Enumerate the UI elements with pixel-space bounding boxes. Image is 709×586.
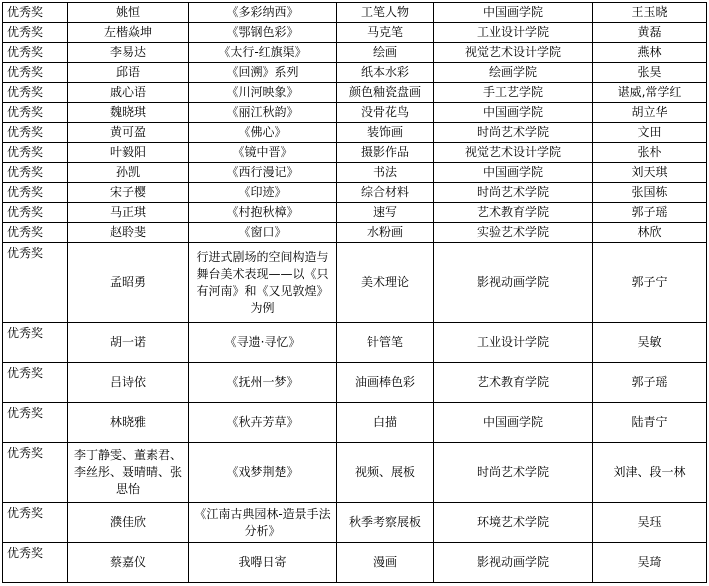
awards-table: [2, 2, 707, 583]
category-cell: 油画棒色彩: [337, 363, 434, 403]
author-cell: 李易达: [68, 43, 189, 63]
category-cell: 漫画: [337, 543, 434, 583]
work-cell: 《江南古典园林-造景手法分析》: [189, 503, 337, 543]
college-cell: 环境艺术学院: [434, 503, 593, 543]
advisor-cell: 吴琦: [593, 543, 707, 583]
category-cell: 纸本水彩: [337, 63, 434, 83]
table-row: [3, 363, 707, 403]
work-cell: 《鄂钢色彩》: [189, 23, 337, 43]
advisor-cell: 张国栋: [593, 183, 707, 203]
advisor-cell: 刘天琪: [593, 163, 707, 183]
award-cell: [3, 183, 68, 203]
category-cell: 装饰画: [337, 123, 434, 143]
award-cell: [3, 323, 68, 363]
advisor-cell: 吴敏: [593, 323, 707, 363]
college-cell: 影视动画学院: [434, 243, 593, 323]
category-cell: 秋季考察展板: [337, 503, 434, 543]
author-cell: 李丁静雯、董素君、李丝彤、聂晴晴、张思怡: [68, 443, 189, 503]
college-cell: 工业设计学院: [434, 323, 593, 363]
award-cell: [3, 163, 68, 183]
college-cell: 中国画学院: [434, 403, 593, 443]
table-row: [3, 3, 707, 23]
author-cell: 叶毅阳: [68, 143, 189, 163]
table-row: [3, 63, 707, 83]
table-row: [3, 543, 707, 583]
advisor-cell: 燕林: [593, 43, 707, 63]
advisor-cell: 郭子瑶: [593, 203, 707, 223]
award-label: 优秀奖: [7, 506, 44, 520]
table-row: [3, 403, 707, 443]
category-cell: 摄影作品: [337, 143, 434, 163]
work-cell: 《镜中晋》: [189, 143, 337, 163]
table-row: [3, 223, 707, 243]
work-cell: 我嘚日寄: [189, 543, 337, 583]
award-label: 优秀奖: [7, 205, 44, 219]
table-row: [3, 243, 707, 323]
work-cell: 《寻遗·寻忆》: [189, 323, 337, 363]
table-row: [3, 183, 707, 203]
table-row: [3, 503, 707, 543]
work-cell: 《西行漫记》: [189, 163, 337, 183]
advisor-cell: 黄磊: [593, 23, 707, 43]
advisor-cell: 林欣: [593, 223, 707, 243]
table-row: [3, 203, 707, 223]
category-cell: 视频、展板: [337, 443, 434, 503]
work-cell: 《丽江秋韵》: [189, 103, 337, 123]
award-cell: [3, 43, 68, 63]
category-cell: 白描: [337, 403, 434, 443]
award-label: 优秀奖: [7, 45, 44, 59]
author-cell: 赵聆斐: [68, 223, 189, 243]
author-cell: 姚恒: [68, 3, 189, 23]
table-row: [3, 83, 707, 103]
category-cell: 综合材料: [337, 183, 434, 203]
work-cell: 《太行-红旗渠》: [189, 43, 337, 63]
category-cell: 书法: [337, 163, 434, 183]
category-cell: 工笔人物: [337, 3, 434, 23]
awards-table-body: [3, 3, 707, 583]
award-cell: [3, 443, 68, 503]
work-cell: 《抚州一梦》: [189, 363, 337, 403]
work-cell: 《窗口》: [189, 223, 337, 243]
college-cell: 视觉艺术设计学院: [434, 43, 593, 63]
advisor-cell: 陆青宁: [593, 403, 707, 443]
award-label: 优秀奖: [7, 246, 44, 260]
advisor-cell: 刘津、段一林: [593, 443, 707, 503]
category-cell: 没骨花鸟: [337, 103, 434, 123]
college-cell: 艺术教育学院: [434, 203, 593, 223]
award-label: 优秀奖: [7, 406, 44, 420]
work-cell: 《秋卉芳草》: [189, 403, 337, 443]
table-row: [3, 143, 707, 163]
award-cell: [3, 103, 68, 123]
award-label: 优秀奖: [7, 366, 44, 380]
college-cell: 时尚艺术学院: [434, 123, 593, 143]
college-cell: 中国画学院: [434, 3, 593, 23]
college-cell: 绘画学院: [434, 63, 593, 83]
college-cell: 时尚艺术学院: [434, 183, 593, 203]
advisor-cell: 张昊: [593, 63, 707, 83]
award-label: 优秀奖: [7, 105, 44, 119]
author-cell: 黄可盈: [68, 123, 189, 143]
author-cell: 左楷焱坤: [68, 23, 189, 43]
category-cell: 马克笔: [337, 23, 434, 43]
award-label: 优秀奖: [7, 25, 44, 39]
college-cell: 艺术教育学院: [434, 363, 593, 403]
advisor-cell: 谌威,常学红: [593, 83, 707, 103]
author-cell: 孟昭勇: [68, 243, 189, 323]
advisor-cell: 文田: [593, 123, 707, 143]
advisor-cell: 郭子瑶: [593, 363, 707, 403]
award-cell: [3, 503, 68, 543]
advisor-cell: 张朴: [593, 143, 707, 163]
advisor-cell: 王玉晓: [593, 3, 707, 23]
college-cell: 中国画学院: [434, 103, 593, 123]
award-cell: [3, 203, 68, 223]
advisor-cell: 郭子宁: [593, 243, 707, 323]
college-cell: 工业设计学院: [434, 23, 593, 43]
author-cell: 宋子樱: [68, 183, 189, 203]
award-cell: [3, 3, 68, 23]
college-cell: 视觉艺术设计学院: [434, 143, 593, 163]
category-cell: 美术理论: [337, 243, 434, 323]
award-cell: [3, 143, 68, 163]
category-cell: 水粉画: [337, 223, 434, 243]
award-cell: [3, 63, 68, 83]
award-label: 优秀奖: [7, 326, 44, 340]
work-cell: 《佛心》: [189, 123, 337, 143]
award-cell: [3, 543, 68, 583]
category-cell: 速写: [337, 203, 434, 223]
author-cell: 魏晓琪: [68, 103, 189, 123]
award-label: 优秀奖: [7, 5, 44, 19]
category-cell: 针管笔: [337, 323, 434, 363]
award-label: 优秀奖: [7, 446, 44, 460]
author-cell: 林晓雅: [68, 403, 189, 443]
table-row: [3, 443, 707, 503]
award-label: 优秀奖: [7, 225, 44, 239]
advisor-cell: 胡立华: [593, 103, 707, 123]
author-cell: 马正琪: [68, 203, 189, 223]
college-cell: 实验艺术学院: [434, 223, 593, 243]
table-row: [3, 103, 707, 123]
advisor-cell: 吴珏: [593, 503, 707, 543]
author-cell: 濮佳欣: [68, 503, 189, 543]
award-label: 优秀奖: [7, 546, 44, 560]
college-cell: 时尚艺术学院: [434, 443, 593, 503]
college-cell: 中国画学院: [434, 163, 593, 183]
award-cell: [3, 23, 68, 43]
award-label: 优秀奖: [7, 65, 44, 79]
table-row: [3, 323, 707, 363]
table-row: [3, 123, 707, 143]
award-cell: [3, 123, 68, 143]
author-cell: 邱语: [68, 63, 189, 83]
work-cell: 《回溯》系列: [189, 63, 337, 83]
work-cell: 《川河映象》: [189, 83, 337, 103]
college-cell: 手工艺学院: [434, 83, 593, 103]
work-cell: 《戏梦荆楚》: [189, 443, 337, 503]
award-label: 优秀奖: [7, 145, 44, 159]
award-cell: [3, 403, 68, 443]
award-cell: [3, 83, 68, 103]
author-cell: 孙凯: [68, 163, 189, 183]
award-label: 优秀奖: [7, 125, 44, 139]
award-cell: [3, 243, 68, 323]
award-label: 优秀奖: [7, 165, 44, 179]
award-label: 优秀奖: [7, 185, 44, 199]
author-cell: 吕诗依: [68, 363, 189, 403]
work-cell: 《多彩纳西》: [189, 3, 337, 23]
work-cell: 《村抱秋樟》: [189, 203, 337, 223]
college-cell: 影视动画学院: [434, 543, 593, 583]
author-cell: 戚心语: [68, 83, 189, 103]
category-cell: 颜色釉瓷盘画: [337, 83, 434, 103]
award-cell: [3, 223, 68, 243]
work-cell: 行进式剧场的空间构造与舞台美术表现——以《只有河南》和《又见敦煌》为例: [189, 243, 337, 323]
work-cell: 《印迹》: [189, 183, 337, 203]
award-label: 优秀奖: [7, 85, 44, 99]
table-row: [3, 23, 707, 43]
table-row: [3, 163, 707, 183]
award-cell: [3, 363, 68, 403]
author-cell: 蔡嘉仪: [68, 543, 189, 583]
author-cell: 胡一诺: [68, 323, 189, 363]
table-row: [3, 43, 707, 63]
category-cell: 绘画: [337, 43, 434, 63]
